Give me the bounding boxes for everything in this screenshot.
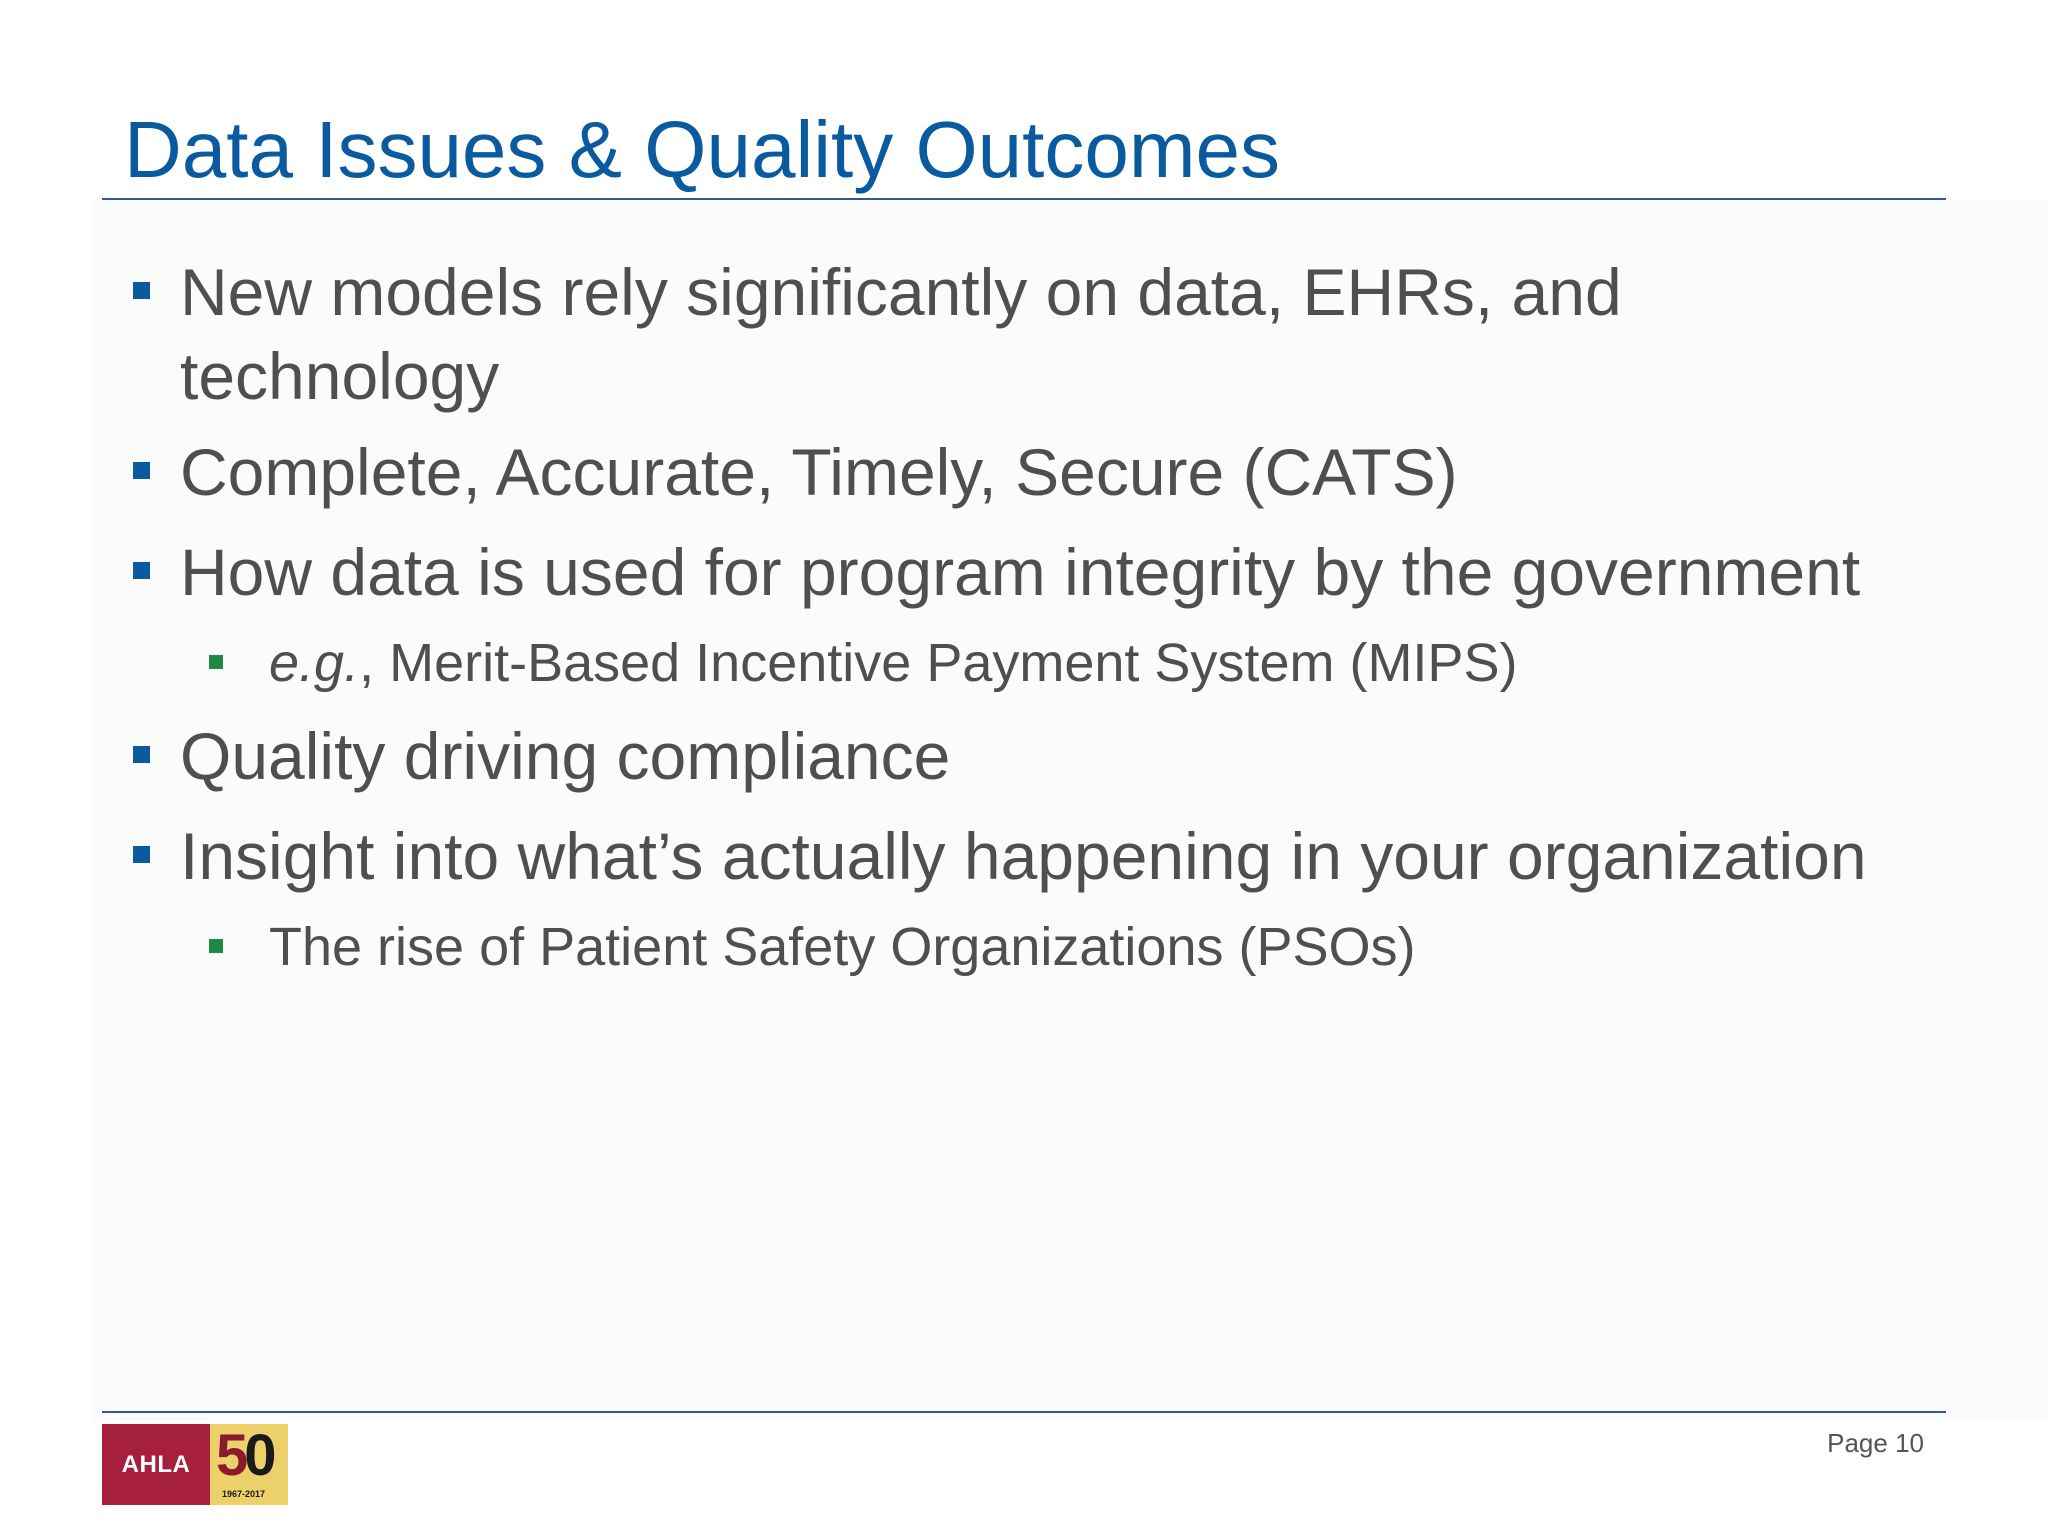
bullet-item [180,814,1867,898]
bullet-text-line-2: technology [180,339,500,413]
square-sub-bullet-icon [209,655,223,669]
bullet-item [180,430,1458,514]
square-bullet-icon [133,562,150,579]
sub-bullet-text: The rise of Patient Safety Organizations (PSOs) [269,917,1416,977]
footer-rule [102,1411,1946,1413]
anniversary-years: 1967-2017 [222,1489,266,1499]
bullet-text: Insight into what’s actually happening in your organization [180,819,1867,893]
title-underline [102,198,1946,200]
anniversary-50-badge [210,1424,288,1505]
bullet-item [180,714,950,798]
sub-bullet-item [269,912,1416,982]
bullet-text-line-1: New models rely significantly on data, EHRs, and [180,255,1622,329]
bullet-text: How data is used for program integrity by the government [180,535,1861,609]
bullet-item [180,530,1860,614]
bullet-text: Complete, Accurate, Timely, Secure (CATS) [180,435,1458,509]
bullet-item [180,250,1622,418]
square-bullet-icon [133,462,150,479]
square-bullet-icon [133,846,150,863]
sub-bullet-text: , Merit-Based Incentive Payment System (MIPS) [359,633,1518,693]
square-bullet-icon [133,746,150,763]
anniversary-number: 50 [216,1423,273,1488]
ahla-logo [102,1424,288,1505]
page-number: Page 10 [1827,1428,1924,1458]
square-bullet-icon [133,282,150,299]
bullet-text: Quality driving compliance [180,719,951,793]
sub-bullet-item [269,628,1517,698]
sub-bullet-italic-text: e.g. [269,633,360,693]
square-sub-bullet-icon [209,939,223,953]
ahla-logo-wordmark: AHLA [102,1424,210,1505]
slide-title: Data Issues & Quality Outcomes [124,105,1281,194]
